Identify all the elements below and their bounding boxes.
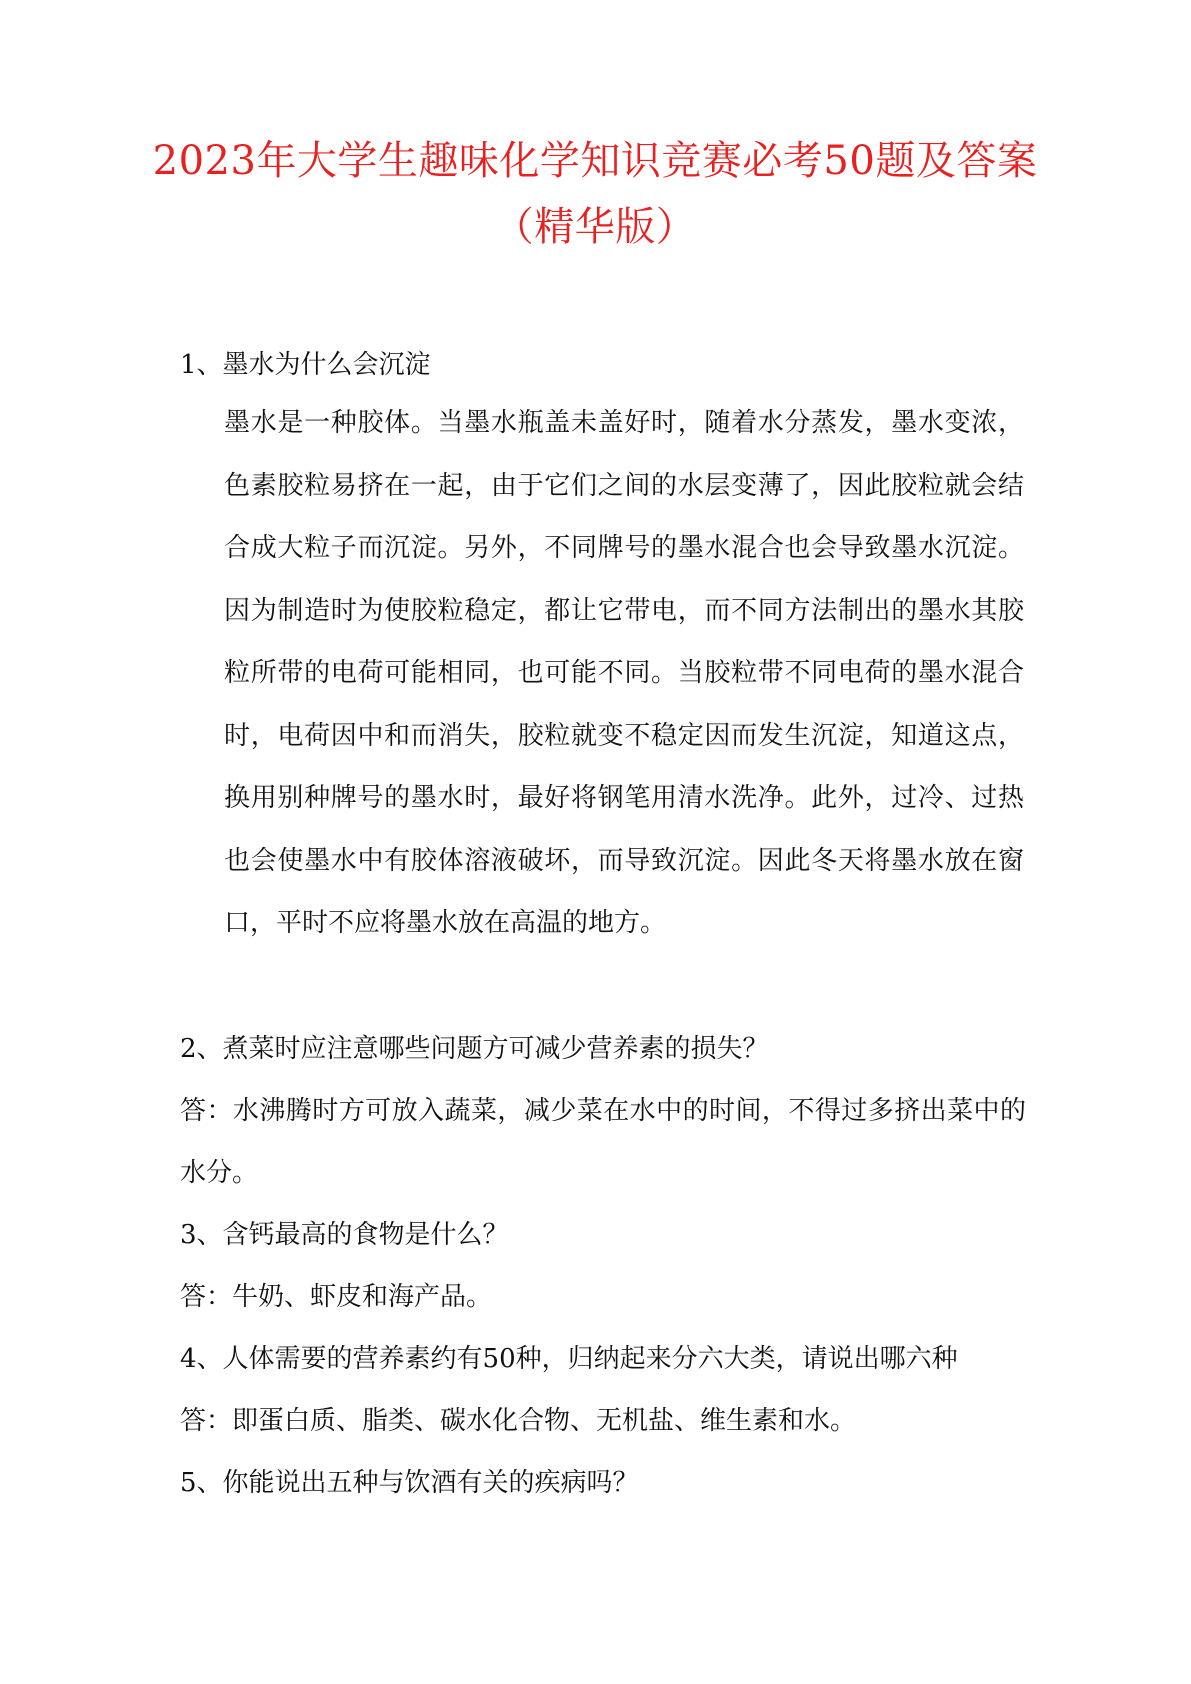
- answer-1: [224, 392, 1024, 955]
- questions-list: [180, 1018, 1026, 1514]
- answer-1-text: 墨水是一种胶体。当墨水瓶盖未盖好时，随着水分蒸发，墨水变浓，色素胶粒易挤在一起，由于它们之间的水层变薄了，因此胶粒就会结合成大粒子而沉淀。另外，不同牌号的墨水混合也会导致墨水沉淀。因为制造时为使胶粒稳定，都让它带电，而不同方法制出的墨水其胶粒所带的电荷可能相同，也可能不同。当胶粒带不同电荷的墨水混合时，电荷因中和而消失，胶粒就变不稳定因而发生沉淀，知道这点，换用别种牌号的墨水时，最好将钢笔用清水洗净。此外，过冷、过热也会使墨水中有胶体溶液破坏，而导致沉淀。因此冬天将墨水放在窗口，平时不应将墨水放在高温的地方。: [224, 408, 1024, 938]
- question-5: 5、你能说出五种与饮酒有关的疾病吗？: [180, 1468, 639, 1498]
- question-2: 2、煮菜时应注意哪些问题方可减少营养素的损失？: [180, 1034, 769, 1064]
- document-title: 2023年大学生趣味化学知识竞赛必考50题及答案（精华版）: [152, 138, 1038, 250]
- answer-4: 答：即蛋白质、脂类、碳水化合物、无机盐、维生素和水。: [180, 1406, 857, 1436]
- question-4: 4、人体需要的营养素约有50种，归纳起来分六大类，请说出哪六种: [180, 1344, 958, 1374]
- question-1: 1、墨水为什么会沉淀: [180, 350, 431, 380]
- question-3: 3、含钙最高的食物是什么？: [180, 1220, 509, 1250]
- answer-3: 答：牛奶、虾皮和海产品。: [180, 1282, 493, 1312]
- answer-2: 答：水沸腾时方可放入蔬菜，减少菜在水中的时间，不得过多挤出菜中的水分。: [180, 1096, 1026, 1188]
